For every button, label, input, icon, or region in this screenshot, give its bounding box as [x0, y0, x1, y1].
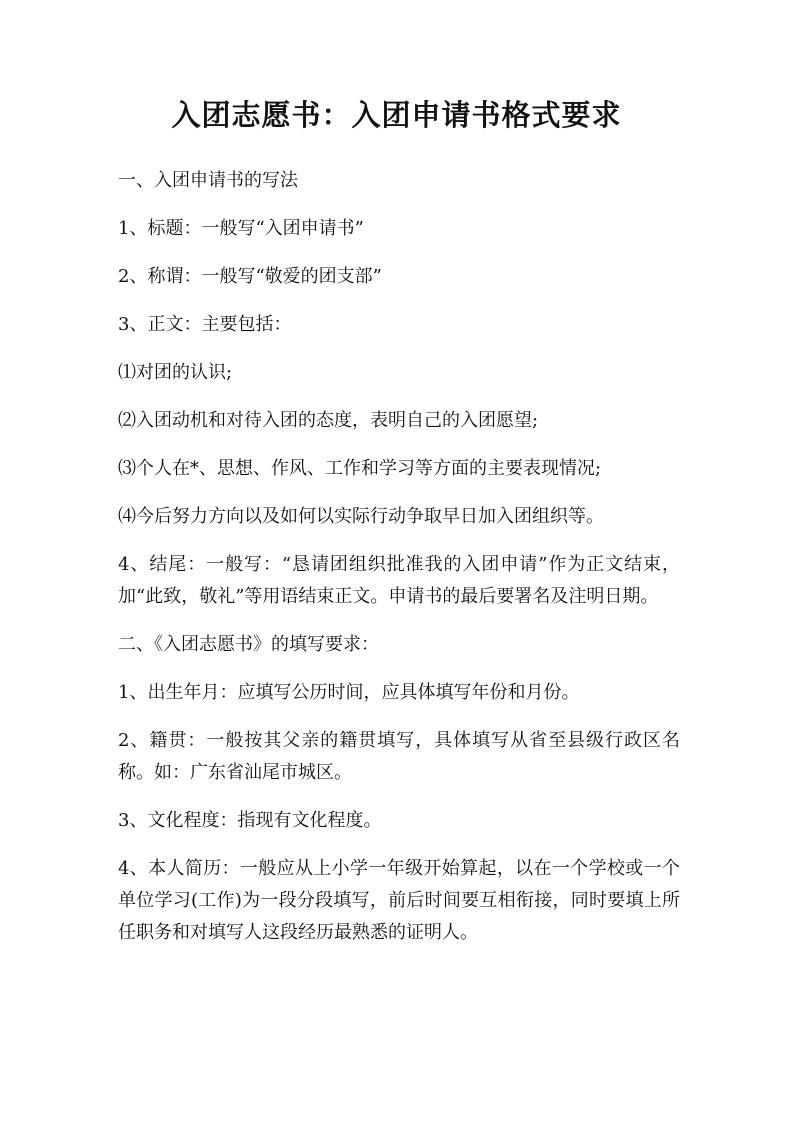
paragraph-resume: 4、本人简历：一般应从上小学一年级开始算起，以在一个学校或一个单位学习(工作)为一段分段填写，前后时间要互相衔接，同时要填上所任职务和对填写人这段经历最熟悉的证明人。 [118, 858, 680, 943]
section-heading-2: 二、《入团志愿书》的填写要求： [118, 634, 379, 655]
document-title: 入团志愿书：入团申请书格式要求 [171, 98, 622, 132]
paragraph-body-item-2: ⑵入团动机和对待入团的态度，表明自己的入团愿望; [118, 410, 539, 431]
paragraph-ending-rule: 4、结尾：一般写：“恳请团组织批准我的入团申请”作为正文结束，加“此致，敬礼”等用语结束正文。申请书的最后要署名及注明日期。 [118, 554, 680, 607]
paragraph-birth-date: 1、出生年月：应填写公历时间，应具体填写年份和月份。 [118, 682, 580, 703]
paragraph-native-place: 2、籍贯：一般按其父亲的籍贯填写，具体填写从省至县级行政区名称。如：广东省汕尾市城区。 [118, 730, 680, 783]
paragraph-body-item-1: ⑴对团的认识; [118, 362, 233, 383]
paragraph-salutation-rule: 2、称谓：一般写“敬爱的团支部” [118, 266, 382, 287]
document-body [118, 165, 680, 965]
paragraph-title-rule: 1、标题：一般写“入团申请书” [118, 218, 364, 239]
paragraph-body-item-4: ⑷今后努力方向以及如何以实际行动争取早日加入团组织等。 [118, 506, 604, 527]
paragraph-body-item-3: ⑶个人在*、思想、作风、工作和学习等方面的主要表现情况; [118, 458, 602, 479]
section-heading-1: 一、入团申请书的写法 [118, 170, 298, 191]
paragraph-education: 3、文化程度：指现有文化程度。 [118, 810, 382, 831]
paragraph-body-rule: 3、正文：主要包括： [118, 314, 292, 335]
